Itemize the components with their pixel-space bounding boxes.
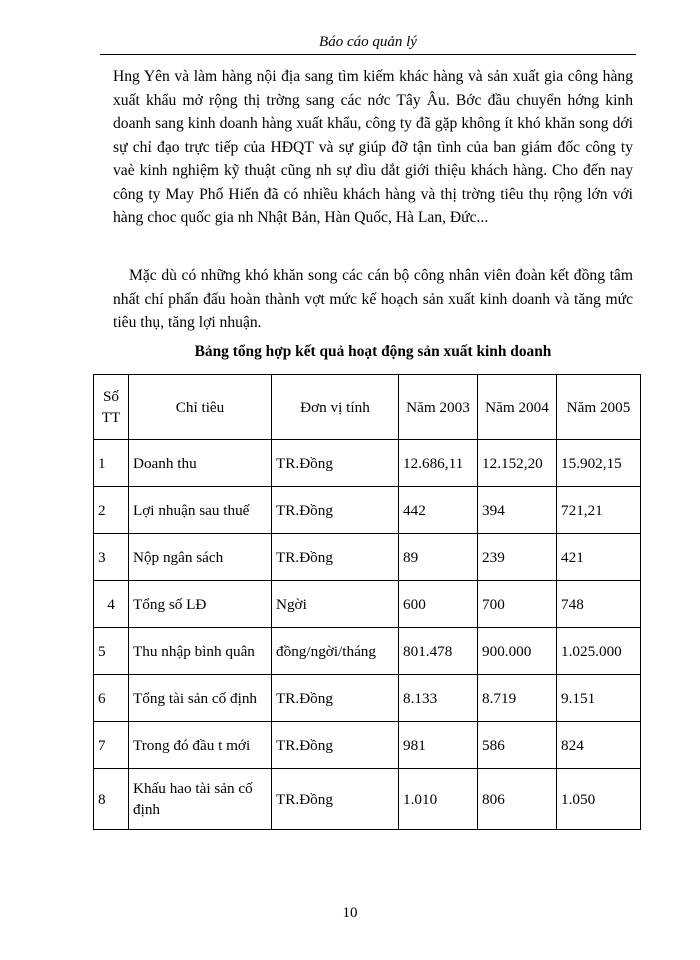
row-value-2003: 12.686,11	[399, 440, 478, 487]
row-no: 7	[94, 722, 129, 769]
row-no: 3	[94, 534, 129, 581]
row-no: 4	[94, 581, 129, 628]
row-no: 6	[94, 675, 129, 722]
row-unit: TR.Đồng	[272, 534, 399, 581]
row-value-2003: 442	[399, 487, 478, 534]
row-indicator: Khấu hao tài sản cố định	[129, 769, 272, 830]
header-divider	[100, 54, 636, 55]
header-unit: Đơn vị tính	[272, 375, 399, 440]
body-paragraph-1: Hng Yên và làm hàng nội địa sang tìm kiếm khác hàng và sản xuất gia công hàng xuất khẩu mở rộng thị trờng sang các nớc Tây Âu. Bớc đầu chuyển hớng kinh doanh sang kinh doanh hàng xuất khẩu, công ty đã gặp không ít khó khăn song dới sự chỉ đạo trực tiếp của HĐQT và sự giúp đỡ tận tình của ban giám đốc công ty vaè kinh nghiệm kỹ thuật cũng nh sự dìu dắt giới thiệu khách hàng. Cho đến nay công ty May Phố Hiến đã có nhiều khách hàng và thị trờng tiêu thụ rộng lớn với hàng choc quốc gia nh Nhật Bản, Hàn Quốc, Hà Lan, Đức...	[113, 68, 633, 226]
table-title: Bảng tổng hợp kết quả hoạt động sản xuất kinh doanh	[194, 343, 552, 360]
row-value-2004: 12.152,20	[478, 440, 557, 487]
row-value-2005: 721,21	[557, 487, 641, 534]
row-unit: TR.Đồng	[272, 440, 399, 487]
row-indicator: Lợi nhuận sau thuế	[129, 487, 272, 534]
row-unit: TR.Đồng	[272, 675, 399, 722]
row-unit: TR.Đồng	[272, 487, 399, 534]
page-number: 10	[342, 905, 358, 921]
table-row	[94, 487, 641, 534]
row-indicator: Tổng số LĐ	[129, 581, 272, 628]
row-indicator: Doanh thu	[129, 440, 272, 487]
table-row	[94, 722, 641, 769]
table-row	[94, 628, 641, 675]
header-year-2005: Năm 2005	[557, 375, 641, 440]
business-results-table	[93, 374, 641, 830]
row-value-2005: 421	[557, 534, 641, 581]
row-value-2004: 586	[478, 722, 557, 769]
page-header-title: Báo cáo quản lý	[319, 34, 417, 50]
row-unit: đồng/ngời/tháng	[272, 628, 399, 675]
row-value-2004: 900.000	[478, 628, 557, 675]
table-row	[94, 534, 641, 581]
row-no: 2	[94, 487, 129, 534]
row-no: 1	[94, 440, 129, 487]
header-year-2004: Năm 2004	[478, 375, 557, 440]
row-value-2003: 801.478	[399, 628, 478, 675]
row-value-2004: 700	[478, 581, 557, 628]
row-indicator: Nộp ngân sách	[129, 534, 272, 581]
row-value-2004: 394	[478, 487, 557, 534]
table-row	[94, 769, 641, 830]
table-row	[94, 675, 641, 722]
row-no: 8	[94, 769, 129, 830]
row-value-2003: 981	[399, 722, 478, 769]
row-indicator: Thu nhập bình quân	[129, 628, 272, 675]
row-value-2003: 1.010	[399, 769, 478, 830]
row-value-2005: 9.151	[557, 675, 641, 722]
header-no: Số TT	[94, 375, 129, 440]
row-value-2005: 1.025.000	[557, 628, 641, 675]
row-unit: Ngời	[272, 581, 399, 628]
row-value-2004: 239	[478, 534, 557, 581]
table-row	[94, 440, 641, 487]
row-value-2005: 824	[557, 722, 641, 769]
header-year-2003: Năm 2003	[399, 375, 478, 440]
row-indicator: Tổng tài sản cố định	[129, 675, 272, 722]
table-header-row	[94, 375, 641, 440]
header-indicator: Chỉ tiêu	[129, 375, 272, 440]
table-row	[94, 581, 641, 628]
row-unit: TR.Đồng	[272, 769, 399, 830]
row-unit: TR.Đồng	[272, 722, 399, 769]
row-value-2004: 8.719	[478, 675, 557, 722]
row-indicator: Trong đó đầu t mới	[129, 722, 272, 769]
row-value-2005: 15.902,15	[557, 440, 641, 487]
row-value-2005: 748	[557, 581, 641, 628]
row-value-2003: 600	[399, 581, 478, 628]
row-value-2003: 89	[399, 534, 478, 581]
body-paragraph-2: Mặc dù có những khó khăn song các cán bộ công nhân viên đoàn kết đồng tâm nhất chí phấn đấu hoàn thành vợt mức kế hoạch sản xuất kinh doanh và tăng mức tiêu thụ, tăng lợi nhuận.	[113, 267, 633, 331]
row-value-2003: 8.133	[399, 675, 478, 722]
row-value-2005: 1.050	[557, 769, 641, 830]
row-value-2004: 806	[478, 769, 557, 830]
row-no: 5	[94, 628, 129, 675]
